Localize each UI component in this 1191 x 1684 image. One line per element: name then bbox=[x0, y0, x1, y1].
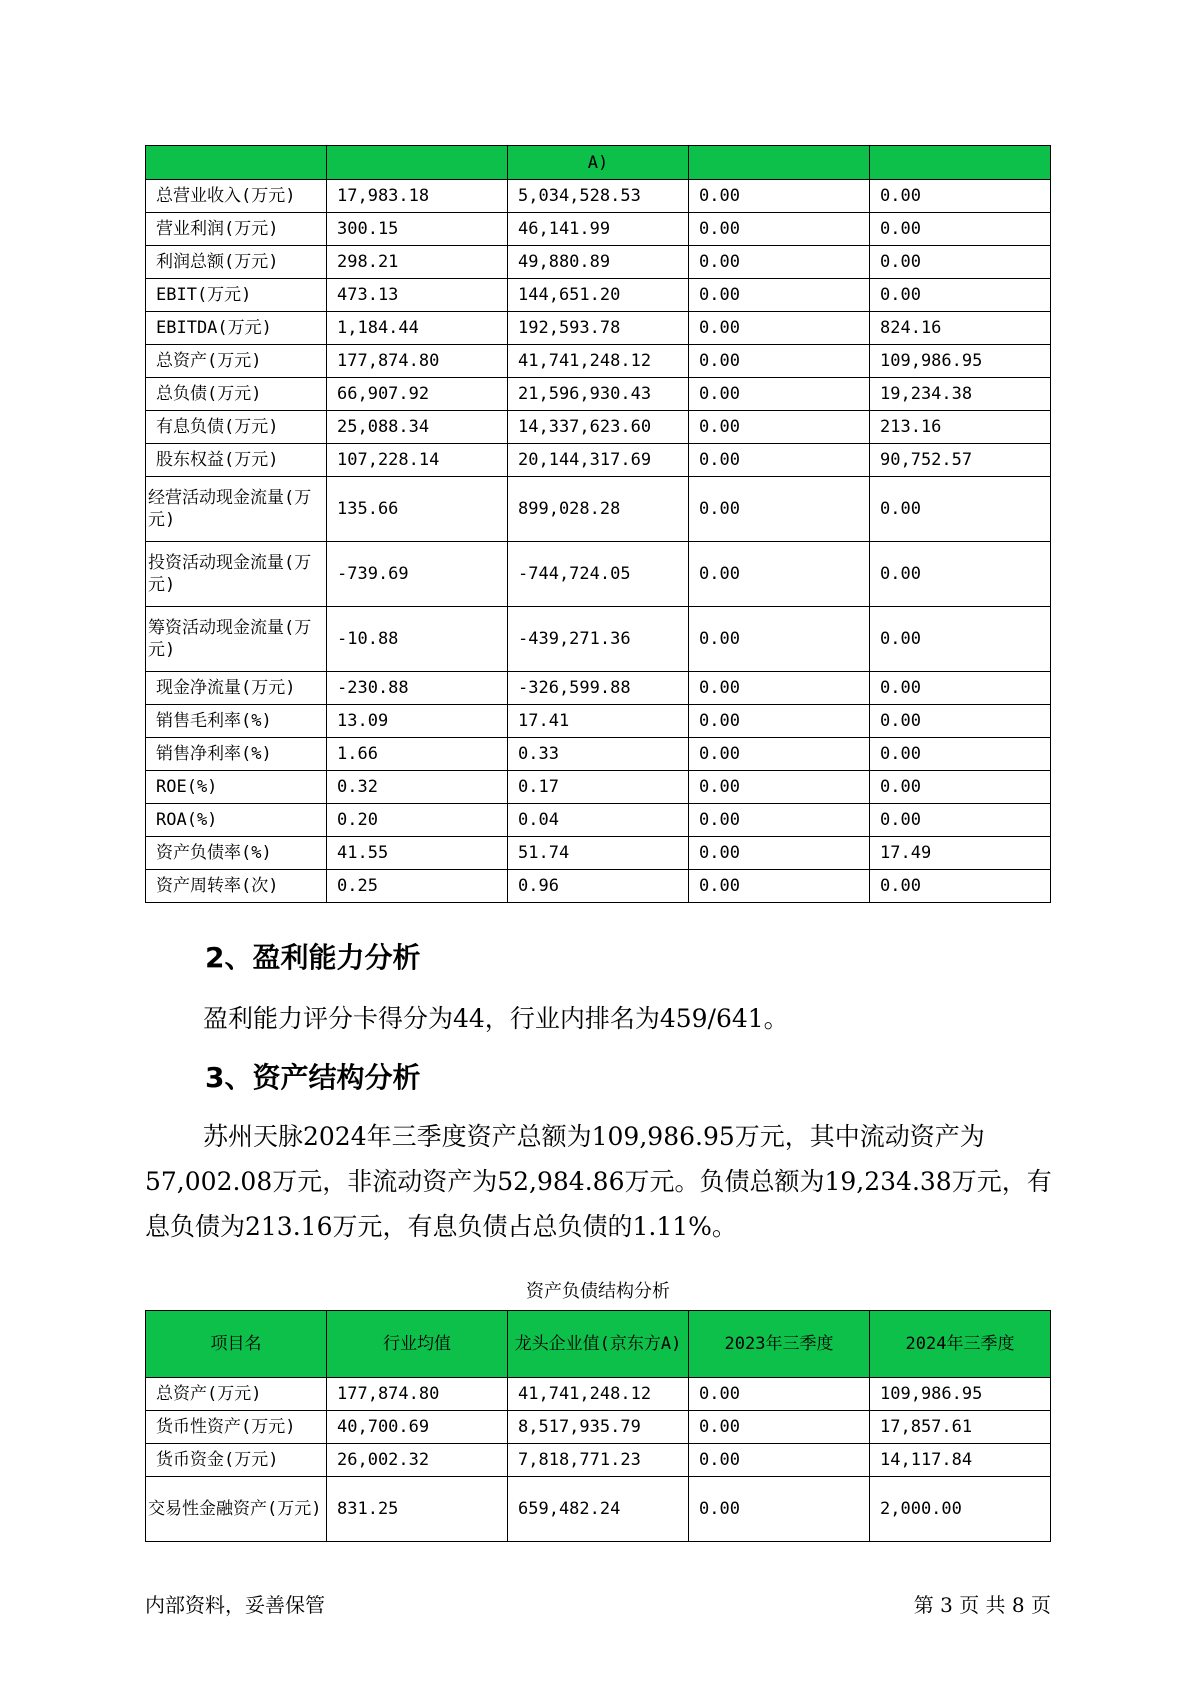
value-cell: 66,907.92 bbox=[327, 378, 508, 411]
value-cell: 0.00 bbox=[870, 771, 1051, 804]
value-cell: 899,028.28 bbox=[508, 477, 689, 542]
table-row bbox=[146, 180, 1051, 213]
row-label-cell: ROA(%) bbox=[146, 804, 327, 837]
value-cell: 0.00 bbox=[689, 804, 870, 837]
row-label-cell: ROE(%) bbox=[146, 771, 327, 804]
footer-page-number: 第 3 页 共 8 页 bbox=[913, 1593, 1051, 1617]
table-row bbox=[146, 279, 1051, 312]
value-cell: 213.16 bbox=[870, 411, 1051, 444]
value-cell: 17.49 bbox=[870, 837, 1051, 870]
table-row bbox=[146, 771, 1051, 804]
value-cell: 1,184.44 bbox=[327, 312, 508, 345]
value-cell: 0.00 bbox=[870, 279, 1051, 312]
table-row bbox=[146, 411, 1051, 444]
row-label-cell: 总资产(万元) bbox=[146, 345, 327, 378]
table-row bbox=[146, 870, 1051, 903]
row-label-cell: 有息负债(万元) bbox=[146, 411, 327, 444]
table-row bbox=[146, 804, 1051, 837]
value-cell: 0.04 bbox=[508, 804, 689, 837]
value-cell: 17.41 bbox=[508, 705, 689, 738]
value-cell: 0.00 bbox=[689, 345, 870, 378]
row-label-cell: EBIT(万元) bbox=[146, 279, 327, 312]
value-cell: -230.88 bbox=[327, 672, 508, 705]
table-row bbox=[146, 1444, 1051, 1477]
value-cell: -10.88 bbox=[327, 607, 508, 672]
value-cell: 0.00 bbox=[689, 672, 870, 705]
row-label-cell: 总资产(万元) bbox=[146, 1378, 327, 1411]
value-cell: 0.25 bbox=[327, 870, 508, 903]
row-label-cell: 货币资金(万元) bbox=[146, 1444, 327, 1477]
financial-summary-table-body bbox=[146, 146, 1051, 903]
table-header-row bbox=[146, 1311, 1051, 1378]
value-cell: 0.20 bbox=[327, 804, 508, 837]
value-cell: -439,271.36 bbox=[508, 607, 689, 672]
table-header-cell: A) bbox=[508, 146, 689, 180]
value-cell: 109,986.95 bbox=[870, 1378, 1051, 1411]
footer-confidential-note: 内部资料，妥善保管 bbox=[145, 1593, 325, 1617]
value-cell: 0.00 bbox=[870, 180, 1051, 213]
value-cell: 177,874.80 bbox=[327, 1378, 508, 1411]
asset-liability-structure-table-body bbox=[146, 1311, 1051, 1542]
value-cell: 0.00 bbox=[870, 705, 1051, 738]
value-cell: 46,141.99 bbox=[508, 213, 689, 246]
table-header-cell bbox=[146, 146, 327, 180]
value-cell: 0.00 bbox=[870, 213, 1051, 246]
table-row bbox=[146, 1477, 1051, 1542]
row-label-cell: EBITDA(万元) bbox=[146, 312, 327, 345]
value-cell: 0.96 bbox=[508, 870, 689, 903]
table-row bbox=[146, 542, 1051, 607]
value-cell: 0.00 bbox=[689, 378, 870, 411]
table-caption: 资产负债结构分析 bbox=[526, 1281, 670, 1302]
column-header-industry-avg: 行业均值 bbox=[327, 1311, 508, 1378]
section-3-heading: 3、资产结构分析 bbox=[205, 1061, 421, 1094]
value-cell: 41.55 bbox=[327, 837, 508, 870]
value-cell: 7,818,771.23 bbox=[508, 1444, 689, 1477]
row-label-cell: 股东权益(万元) bbox=[146, 444, 327, 477]
value-cell: 0.00 bbox=[689, 477, 870, 542]
value-cell: -744,724.05 bbox=[508, 542, 689, 607]
value-cell: 0.00 bbox=[689, 705, 870, 738]
table-row bbox=[146, 705, 1051, 738]
column-header-2024q3: 2024年三季度 bbox=[870, 1311, 1051, 1378]
value-cell: 0.00 bbox=[689, 607, 870, 672]
table-row bbox=[146, 672, 1051, 705]
value-cell: 0.00 bbox=[689, 180, 870, 213]
value-cell: 0.00 bbox=[689, 1411, 870, 1444]
value-cell: 0.00 bbox=[689, 411, 870, 444]
section-2-heading: 2、盈利能力分析 bbox=[205, 941, 421, 974]
table-row bbox=[146, 378, 1051, 411]
value-cell: 0.00 bbox=[870, 246, 1051, 279]
value-cell: 177,874.80 bbox=[327, 345, 508, 378]
value-cell: 19,234.38 bbox=[870, 378, 1051, 411]
row-label-cell: 经营活动现金流量(万元) bbox=[146, 477, 327, 542]
table-header-continuation-row bbox=[146, 146, 1051, 180]
value-cell: 0.00 bbox=[689, 312, 870, 345]
row-label-cell: 销售净利率(%) bbox=[146, 738, 327, 771]
value-cell: 14,117.84 bbox=[870, 1444, 1051, 1477]
value-cell: 0.00 bbox=[689, 1378, 870, 1411]
value-cell: 0.00 bbox=[689, 738, 870, 771]
value-cell: 14,337,623.60 bbox=[508, 411, 689, 444]
value-cell: 0.00 bbox=[689, 542, 870, 607]
value-cell: 8,517,935.79 bbox=[508, 1411, 689, 1444]
table-header-cell bbox=[689, 146, 870, 180]
value-cell: 824.16 bbox=[870, 312, 1051, 345]
value-cell: 5,034,528.53 bbox=[508, 180, 689, 213]
value-cell: 40,700.69 bbox=[327, 1411, 508, 1444]
value-cell: 1.66 bbox=[327, 738, 508, 771]
value-cell: 831.25 bbox=[327, 1477, 508, 1542]
value-cell: 0.00 bbox=[689, 870, 870, 903]
row-label-cell: 总营业收入(万元) bbox=[146, 180, 327, 213]
row-label-cell: 总负债(万元) bbox=[146, 378, 327, 411]
column-header-2023q3: 2023年三季度 bbox=[689, 1311, 870, 1378]
value-cell: -326,599.88 bbox=[508, 672, 689, 705]
row-label-cell: 资产负债率(%) bbox=[146, 837, 327, 870]
value-cell: 17,983.18 bbox=[327, 180, 508, 213]
value-cell: 90,752.57 bbox=[870, 444, 1051, 477]
value-cell: 0.00 bbox=[689, 1477, 870, 1542]
row-label-cell: 销售毛利率(%) bbox=[146, 705, 327, 738]
table-row bbox=[146, 477, 1051, 542]
row-label-cell: 资产周转率(次) bbox=[146, 870, 327, 903]
row-label-cell: 货币性资产(万元) bbox=[146, 1411, 327, 1444]
value-cell: 41,741,248.12 bbox=[508, 1378, 689, 1411]
value-cell: 300.15 bbox=[327, 213, 508, 246]
value-cell: 17,857.61 bbox=[870, 1411, 1051, 1444]
value-cell: 0.00 bbox=[689, 213, 870, 246]
column-header-leader: 龙头企业值(京东方A) bbox=[508, 1311, 689, 1378]
asset-liability-structure-table bbox=[145, 1310, 1051, 1542]
column-header-item: 项目名 bbox=[146, 1311, 327, 1378]
value-cell: 0.00 bbox=[689, 246, 870, 279]
value-cell: 21,596,930.43 bbox=[508, 378, 689, 411]
table-row bbox=[146, 345, 1051, 378]
value-cell: 0.00 bbox=[689, 1444, 870, 1477]
value-cell: 0.00 bbox=[870, 804, 1051, 837]
table-row bbox=[146, 213, 1051, 246]
table-row bbox=[146, 1411, 1051, 1444]
value-cell: 298.21 bbox=[327, 246, 508, 279]
value-cell: 107,228.14 bbox=[327, 444, 508, 477]
value-cell: 0.17 bbox=[508, 771, 689, 804]
row-label-cell: 现金净流量(万元) bbox=[146, 672, 327, 705]
value-cell: 0.00 bbox=[870, 607, 1051, 672]
value-cell: 659,482.24 bbox=[508, 1477, 689, 1542]
value-cell: 13.09 bbox=[327, 705, 508, 738]
value-cell: 135.66 bbox=[327, 477, 508, 542]
value-cell: 25,088.34 bbox=[327, 411, 508, 444]
value-cell: 0.00 bbox=[870, 477, 1051, 542]
table-row bbox=[146, 444, 1051, 477]
table-row bbox=[146, 246, 1051, 279]
value-cell: 2,000.00 bbox=[870, 1477, 1051, 1542]
value-cell: 26,002.32 bbox=[327, 1444, 508, 1477]
value-cell: 144,651.20 bbox=[508, 279, 689, 312]
value-cell: 0.00 bbox=[870, 542, 1051, 607]
value-cell: 0.00 bbox=[870, 870, 1051, 903]
value-cell: 0.32 bbox=[327, 771, 508, 804]
table-row bbox=[146, 738, 1051, 771]
value-cell: 109,986.95 bbox=[870, 345, 1051, 378]
row-label-cell: 投资活动现金流量(万元) bbox=[146, 542, 327, 607]
asset-structure-paragraph: 苏州天脉2024年三季度资产总额为109,986.95万元，其中流动资产为57,002.08万元，非流动资产为52,984.86万元。负债总额为19,234.38万元，有息负债为213.16万元，有息负债占总负债的1.11%。 bbox=[145, 1122, 1052, 1241]
profitability-paragraph: 盈利能力评分卡得分为44，行业内排名为459/641。 bbox=[203, 1004, 789, 1033]
table-row bbox=[146, 312, 1051, 345]
row-label-cell: 营业利润(万元) bbox=[146, 213, 327, 246]
row-label-cell: 筹资活动现金流量(万元) bbox=[146, 607, 327, 672]
row-label-cell: 交易性金融资产(万元) bbox=[146, 1477, 327, 1542]
table-row bbox=[146, 607, 1051, 672]
value-cell: 0.33 bbox=[508, 738, 689, 771]
value-cell: -739.69 bbox=[327, 542, 508, 607]
table-header-cell bbox=[327, 146, 508, 180]
value-cell: 0.00 bbox=[689, 444, 870, 477]
value-cell: 192,593.78 bbox=[508, 312, 689, 345]
table-row bbox=[146, 1378, 1051, 1411]
value-cell: 0.00 bbox=[689, 279, 870, 312]
value-cell: 0.00 bbox=[689, 837, 870, 870]
value-cell: 20,144,317.69 bbox=[508, 444, 689, 477]
value-cell: 0.00 bbox=[689, 771, 870, 804]
value-cell: 473.13 bbox=[327, 279, 508, 312]
value-cell: 41,741,248.12 bbox=[508, 345, 689, 378]
value-cell: 49,880.89 bbox=[508, 246, 689, 279]
table-header-cell bbox=[870, 146, 1051, 180]
value-cell: 0.00 bbox=[870, 672, 1051, 705]
row-label-cell: 利润总额(万元) bbox=[146, 246, 327, 279]
value-cell: 0.00 bbox=[870, 738, 1051, 771]
financial-summary-table bbox=[145, 145, 1051, 903]
table-row bbox=[146, 837, 1051, 870]
value-cell: 51.74 bbox=[508, 837, 689, 870]
